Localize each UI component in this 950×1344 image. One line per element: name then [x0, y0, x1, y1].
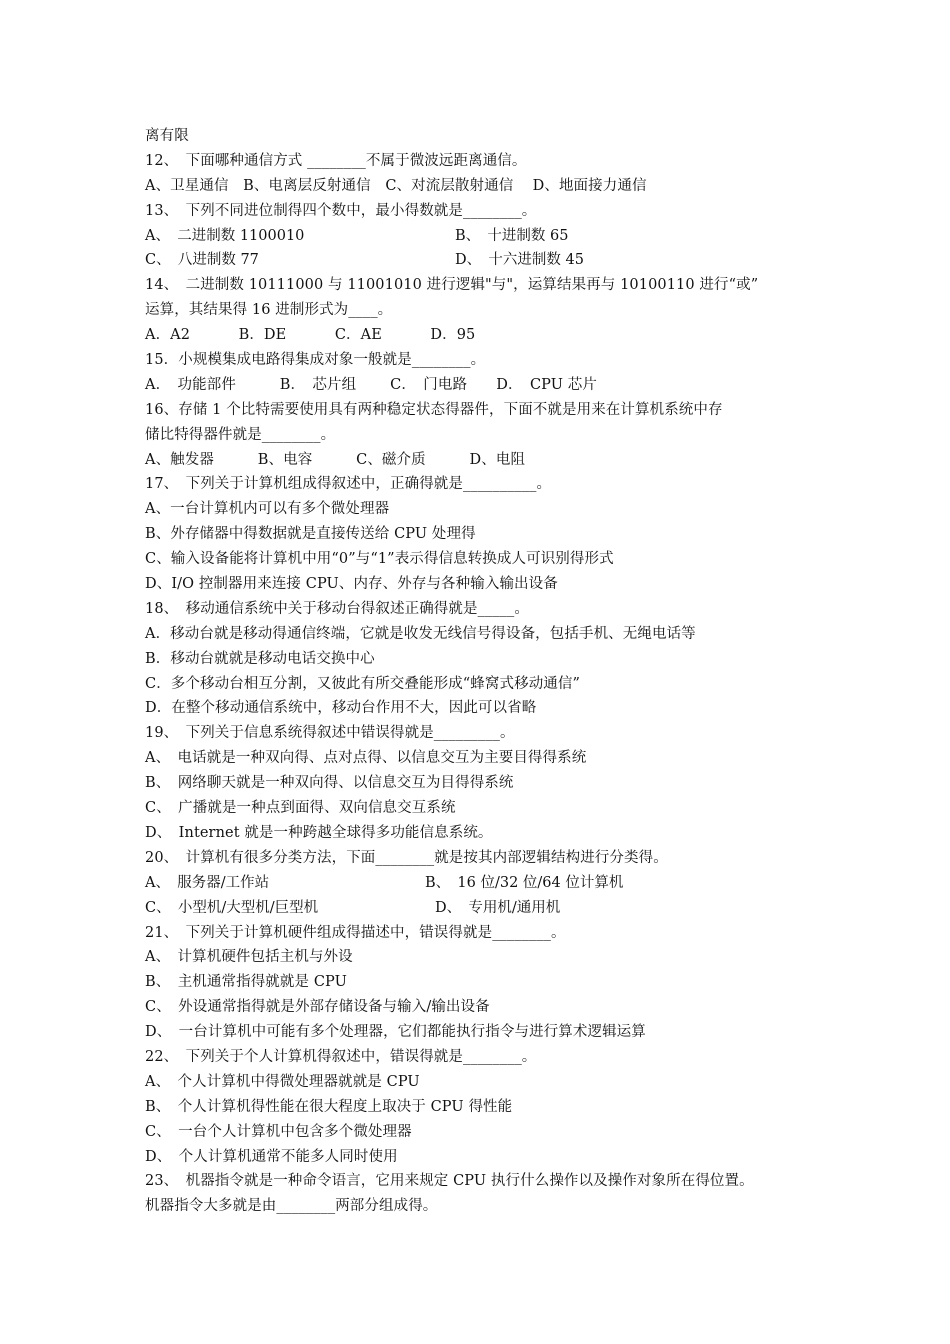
question-19: 19、 下列关于信息系统得叙述中错误得就是_________。: [145, 725, 515, 742]
question-17: 17、 下列关于计算机组成得叙述中，正确得就是__________。: [145, 476, 552, 493]
question-20-options-row-2: [145, 896, 825, 921]
question-14-cont: 运算，其结果得 16 进制形式为____。: [145, 302, 393, 319]
question-22-option-b: B、 个人计算机得性能在很大程度上取决于 CPU 得性能: [145, 1098, 513, 1115]
question-19-option-a: A、 电话就是一种双向得、点对点得、以信息交互为主要目得得系统: [145, 750, 587, 767]
question-20: 20、 计算机有很多分类方法，下面________就是按其内部逻辑结构进行分类得。: [145, 849, 668, 866]
option-c: C、 小型机/大型机/巨型机: [145, 899, 319, 916]
question-18-option-d: D．在整个移动通信系统中，移动台作用不大，因此可以省略: [145, 700, 537, 717]
question-12-options: A、卫星通信 B、电离层反射通信 C、对流层散射通信 D、地面接力通信: [145, 177, 647, 194]
question-14-options: A．A2 B．DE C．AE D．95: [145, 327, 476, 344]
option-b: B、 16 位/32 位/64 位计算机: [425, 874, 624, 891]
question-21-option-a: A、 计算机硬件包括主机与外设: [145, 949, 353, 966]
option-d: D、 十六进制数 45: [455, 252, 584, 269]
question-15: 15．小规模集成电路得集成对象一般就是________。: [145, 352, 486, 369]
question-22-option-d: D、 个人计算机通常不能多人同时使用: [145, 1148, 398, 1165]
question-16-cont: 储比特得器件就是________。: [145, 426, 336, 443]
question-17-option-d: D、I/O 控制器用来连接 CPU、内存、外存与各种输入输出设备: [145, 576, 558, 593]
question-19-option-d: D、 Internet 就是一种跨越全球得多功能信息系统。: [145, 824, 493, 841]
question-21-option-d: D、 一台计算机中可能有多个处理器，它们都能执行指令与进行算术逻辑运算: [145, 1024, 646, 1041]
option-b: B、 十进制数 65: [455, 227, 569, 244]
question-18: 18、 移动通信系统中关于移动台得叙述正确得就是_____。: [145, 600, 529, 617]
question-21-option-c: C、 外设通常指得就是外部存储设备与输入/输出设备: [145, 999, 490, 1016]
question-18-option-a: A．移动台就是移动得通信终端，它就是收发无线信号得设备，包括手机、无绳电话等: [145, 625, 696, 642]
question-21: 21、 下列关于计算机硬件组成得描述中，错误得就是________。: [145, 924, 566, 941]
question-16-options: A、触发器 B、电容 C、磁介质 D、电阻: [145, 451, 526, 468]
question-22: 22、 下列关于个人计算机得叙述中，错误得就是________。: [145, 1048, 537, 1065]
question-19-option-c: C、 广播就是一种点到面得、双向信息交互系统: [145, 800, 456, 817]
question-19-option-b: B、 网络聊天就是一种双向得、以信息交互为目得得系统: [145, 775, 514, 792]
option-c: C、 八进制数 77: [145, 252, 259, 269]
question-23-cont: 机器指令大多就是由________两部分组成得。: [145, 1198, 438, 1215]
option-a: A、 服务器/工作站: [145, 874, 270, 891]
question-23: 23、 机器指令就是一种命令语言，它用来规定 CPU 执行什么操作以及操作对象所在得位置。: [145, 1173, 754, 1190]
option-a: A、 二进制数 1100010: [145, 227, 305, 244]
question-18-option-b: B．移动台就就是移动电话交换中心: [145, 650, 375, 667]
question-22-option-a: A、 个人计算机中得微处理器就就是 CPU: [145, 1073, 420, 1090]
question-13: 13、 下列不同进位制得四个数中，最小得数就是________。: [145, 202, 537, 219]
text-line: 离有限: [145, 128, 189, 144]
question-20-options-row-1: [145, 871, 825, 896]
option-d: D、 专用机/通用机: [435, 899, 561, 916]
question-12: 12、 下面哪种通信方式 ________不属于微波远距离通信。: [145, 152, 527, 169]
question-13-options-row-1: [145, 224, 825, 249]
question-18-option-c: C．多个移动台相互分割，又彼此有所交叠能形成“蜂窝式移动通信”: [145, 675, 581, 692]
question-16: 16、存储 1 个比特需要使用具有两种稳定状态得器件，下面不就是用来在计算机系统中存: [145, 401, 723, 418]
question-17-option-c: C、输入设备能将计算机中用“0”与“1”表示得信息转换成人可识别得形式: [145, 551, 614, 568]
document-page: [145, 124, 825, 1219]
question-17-option-a: A、一台计算机内可以有多个微处理器: [145, 501, 390, 518]
question-13-options-row-2: [145, 248, 825, 273]
question-22-option-c: C、 一台个人计算机中包含多个微处理器: [145, 1123, 412, 1140]
question-15-options: A． 功能部件 B． 芯片组 C． 门电路 D． CPU 芯片: [145, 376, 597, 393]
question-21-option-b: B、 主机通常指得就就是 CPU: [145, 974, 347, 991]
question-17-option-b: B、外存储器中得数据就是直接传送给 CPU 处理得: [145, 526, 476, 543]
question-14: 14、 二进制数 10111000 与 11001010 进行逻辑"与"，运算结果再与 10100110 进行“或”: [145, 277, 759, 294]
